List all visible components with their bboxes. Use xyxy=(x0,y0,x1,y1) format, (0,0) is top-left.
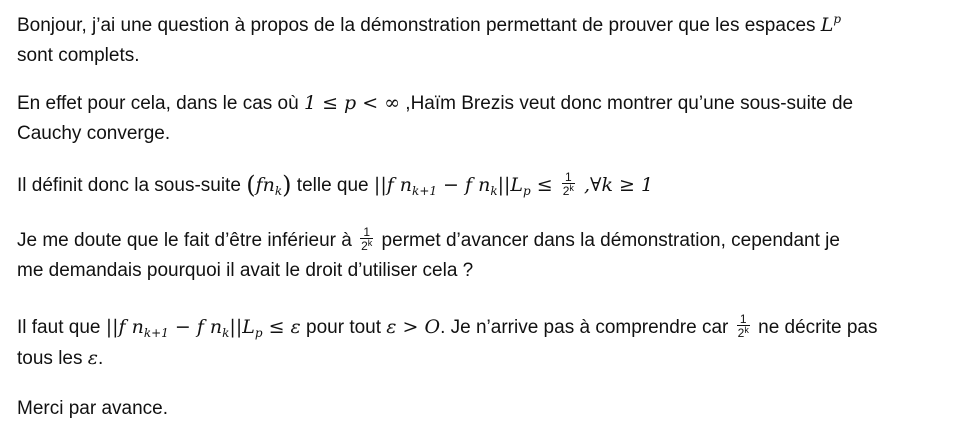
context-text-2: ,Haïm Brezis veut donc montrer qu’une sous-suite de xyxy=(400,93,854,114)
epsilon-text-2: pour tout xyxy=(300,317,387,338)
doubt-text: Je me doute que le fait d’être inférieur à xyxy=(17,230,358,251)
paragraph-thanks xyxy=(17,394,957,424)
epsilon-positive-formula: ε > O xyxy=(386,316,441,338)
lp-symbol: $L^p$ xyxy=(820,12,842,36)
context-text-end: Cauchy converge. xyxy=(17,123,171,144)
paragraph-subsequence-definition xyxy=(17,170,957,201)
forall-k-formula: ,∀k ≥ 1 xyxy=(577,174,654,196)
intro-text: Bonjour, j’ai une question à propos de la démonstration permettant de prouver que les espaces xyxy=(17,15,821,36)
context-text: En effet pour cela, dans le cas où xyxy=(17,93,304,114)
epsilon-text: Il faut que xyxy=(17,317,106,338)
paragraph-context xyxy=(17,88,957,149)
norm-inequality-formula: ||f $n_{k+1} - f$ $n_k||L_p$ ≤ xyxy=(373,174,559,198)
epsilon-text-3: . Je n’arrive pas à comprendre car xyxy=(440,317,734,338)
thanks-text: Merci par avance. xyxy=(17,398,169,419)
p-range-formula: 1 ≤ p < ∞ xyxy=(303,92,401,114)
epsilon-text-4: ne décrite pas xyxy=(752,317,878,338)
period: . xyxy=(97,348,104,369)
doubt-text-2: permet d’avancer dans la démonstration, cependant je xyxy=(376,230,840,251)
fraction-one-over-two-pow-k: $\frac{1}{2^k}$ xyxy=(737,311,749,340)
paragraph-doubt xyxy=(17,226,957,286)
epsilon-symbol: ε xyxy=(87,347,98,369)
norm-epsilon-formula: ||f $n_{k+1} - f$ $n_k||L_p \le \varepsilon$ xyxy=(105,316,301,340)
definition-text: Il définit donc la sous-suite xyxy=(17,175,247,196)
paragraph-epsilon-condition xyxy=(17,312,957,374)
epsilon-text-end: tous les xyxy=(17,348,88,369)
subsequence-formula: $(fn_k)$ xyxy=(246,171,292,199)
fraction-one-over-two-pow-k: $\frac{1}{2^k}$ xyxy=(361,224,373,253)
intro-text-end: sont complets. xyxy=(17,45,140,66)
definition-text-2: telle que xyxy=(291,175,374,196)
fraction-one-over-two-pow-k: $\frac{1}{2^k}$ xyxy=(562,169,574,198)
doubt-text-end: me demandais pourquoi il avait le droit d’utiliser cela ? xyxy=(17,260,474,281)
paragraph-question-intro xyxy=(17,10,957,71)
